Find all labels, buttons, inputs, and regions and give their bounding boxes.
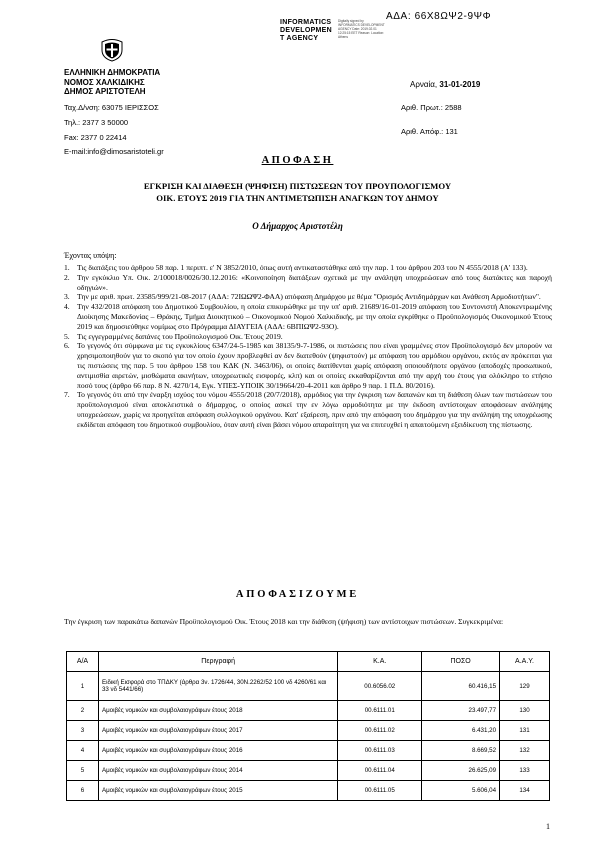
cell-description: Αμοιβές νομικών και συμβολαιογράφων έτους 2015 [98,781,337,801]
contact-block [64,101,164,160]
cell-aay: 131 [500,721,550,741]
item-text: Την 432/2018 απόφαση του Δημοτικού Συμβουλίου, η οποία επικυρώθηκε με την υπ' αριθ. 21689/16-01-2019 απόφαση του Συντονιστή Αποκεντρωμένης Διοίκησης Μακεδονίας – Θράκης, Τμήμα Διοικητικού – Οικονομικού Νομού Χαλκιδικής, με την οποία εγκρίθηκε ο Προϋπολογισμός Οικονομικού Έτους 2019 και δημοσιεύθηκε νομίμως στο Πρόγραμμα ΔΙΑΥΓΕΙΑ (ΑΔΑ: 6ΒΠΙΩΨ2-93Ο). [77,302,552,331]
cell-amount: 6.431,20 [422,721,500,741]
considerations-list [64,263,552,430]
cell-aa: 4 [67,741,99,761]
cell-amount: 5.606,04 [422,781,500,801]
col-header-description: Περιγραφή [98,652,337,672]
contact-phone: Τηλ.: 2377 3 50000 [64,117,129,127]
list-item [64,273,552,293]
col-header-aa: Α/Α [67,652,99,672]
list-item [64,263,552,273]
signature-line: INFORMATICS [280,19,332,26]
ada-code: ΑΔΑ: 66Χ8ΩΨ2-9ΨΦ [386,11,492,22]
org-line-prefecture: ΝΟΜΟΣ ΧΑΛΚΙΔΙΚΗΣ [64,77,145,87]
table-header-row [67,652,550,672]
org-line-municipality: ΔΗΜΟΣ ΑΡΙΣΤΟΤΕΛΗ [64,87,146,96]
cell-aay: 132 [500,741,550,761]
cell-aa: 5 [67,761,99,781]
contact-fax: Fax: 2377 0 22414 [64,132,127,142]
cell-ka: 00.6111.03 [338,741,422,761]
item-number: 3. [64,292,70,302]
item-text: Την με αριθ. πρωτ. 23585/999/21-08-2017 (ΑΔΑ: 72ΙΩΩΨ2-ΦΑΑ) απόφαση Δημάρχου με θέμα "Ορισμός Αντιδημάρχων και Ανάθεση Αρμοδιοτήτων". [77,292,541,302]
table-row [67,721,550,741]
page-number: 1 [546,822,550,831]
item-number: 4. [64,302,70,312]
document-subject [60,180,535,204]
item-number: 5. [64,331,70,341]
date-label: Αρναία, [410,80,438,89]
contact-address: Ταχ.Δ/νση: 63075 ΙΕΡΙΣΣΟΣ [64,103,159,112]
col-header-amount: ΠΟΣΟ [422,652,500,672]
list-item [64,341,552,390]
greek-emblem-icon [101,38,123,62]
item-number: 2. [64,272,70,282]
table-row [67,741,550,761]
subject-line: ΟΙΚ. ΕΤΟΥΣ 2019 ΓΙΑ ΤΗΝ ΑΝΤΙΜΕΤΩΠΙΣΗ ΑΝΑΓΚΩΝ ΤΟΥ ΔΗΜΟΥ [156,193,439,203]
decision-intro: Την έγκριση των παρακάτω δαπανών Προϋπολογισμού Οικ. Έτους 2018 και την διάθεση (ψήφιση) των αντίστοιχων πιστώσεων. Συγκεκριμένα: [64,617,504,626]
cell-description: Ειδική Εισφορά στο ΤΠΔΚΥ (άρθρα 3ν. 1726/44, 30Ν.2262/52 100 νδ 4260/61 και 33 νδ 5441/66) [98,672,337,701]
cell-description: Αμοιβές νομικών και συμβολαιογράφων έτους 2018 [98,701,337,721]
cell-ka: 00.6111.02 [338,721,422,741]
decision-heading: ΑΠΟΦΑΣΙΖΟΥΜΕ [235,589,360,600]
budget-table [66,651,550,801]
cell-amount: 8.669,52 [422,741,500,761]
considerations-heading: Έχοντας υπόψη: [64,251,117,260]
decision-number: Αριθ. Απόφ.: 131 [401,127,458,136]
cell-aa: 3 [67,721,99,741]
table-row [67,761,550,781]
cell-amount: 60.416,15 [422,672,500,701]
item-text: Το γεγονός ότι από την έναρξη ισχύος του νόμου 4555/2018 (20/7/2018), αρμόδιος για την έγκριση των δαπανών και τη διάθεση όλων των πιστώσεων του προϋπολογισμού είναι αποκλειστικά ο δήμαρχος, ο οποίος ασκεί την εν λόγω αρμοδιότητα με την έκδοση αντίστοιχων αποφάσεων ανάληψης υποχρεώσεων, χωρίς να προηγείται απόφαση συλλογικού οργάνου. Κατ' εξαίρεση, πριν από την απόφαση του δημάρχου για την ανάληψη της υποχρέωσης εκδίδεται απόφαση του δημοτικού συμβουλίου, όταν αυτή είναι βάσει νόμου απαραίτητη για να επιτευχθεί η απαιτούμενη εξειδίκευση της πίστωσης. [77,390,552,429]
cell-ka: 00.6111.05 [338,781,422,801]
list-item [64,390,552,429]
cell-ka: 00.6111.01 [338,701,422,721]
signature-line: T AGENCY [280,35,319,42]
cell-aay: 134 [500,781,550,801]
digital-signature-details: Digitally signed by INFORMATICS DEVELOPMENT AGENCY Date: 2019.02.01 12:25:15 EET Reason: Location: Athens [338,19,385,39]
cell-amount: 26.625,09 [422,761,500,781]
cell-aa: 2 [67,701,99,721]
table-row [67,781,550,801]
cell-ka: 00.6056.02 [338,672,422,701]
subject-line: ΕΓΚΡΙΣΗ ΚΑΙ ΔΙΑΘΕΣΗ (ΨΗΦΙΣΗ) ΠΙΣΤΩΣΕΩΝ ΤΟΥ ΠΡΟΥΠΟΛΟΓΙΣΜΟΥ [143,181,452,191]
cell-aay: 133 [500,761,550,781]
col-header-aay: Α.Α.Υ. [500,652,550,672]
cell-aay: 129 [500,672,550,701]
org-line-republic: ΕΛΛΗΝΙΚΗ ΔΗΜΟΚΡΑΤΙΑ [64,68,161,77]
item-text: Την εγκύκλιο Υπ. Οικ. 2/100018/0026/30.12.2016: «Κοινοποίηση διατάξεων σχετικά με την ανάληψη υποχρεώσεων από τους διατάκτες και παροχή οδηγιών». [77,272,552,292]
list-item [64,332,552,342]
table-row [67,701,550,721]
item-text: Τις εγγεγραμμένες δαπάνες του Προϋπολογισμού Οικ. Έτους 2019. [77,331,283,341]
cell-aa: 6 [67,781,99,801]
cell-amount: 23.497,77 [422,701,500,721]
signature-line: DEVELOPMEN [280,27,333,34]
signature-agency-text [280,19,332,43]
item-number: 1. [64,263,70,272]
table-row [67,672,550,701]
document-date [410,80,480,89]
list-item [64,302,552,331]
col-header-ka: Κ.Α. [338,652,422,672]
cell-description: Αμοιβές νομικών και συμβολαιογράφων έτους 2017 [98,721,337,741]
item-text: Το γεγονός ότι σύμφωνα με τις εγκυκλίους 6347/24-5-1985 και 38135/9-7-1986, οι πιστώσεις που είναι γραμμένες στον Προϋπολογισμό δεν μπορούν να χρησιμοποιηθούν για το σκοπό για τον οποίο έχουν προβλεφθεί αν δεν διατεθούν (ψηφιστούν) με απόφαση του αρμόδιου οργάνου, εκτός αν πρόκειται για τις πιστώσεις της παρ. 5 του άρθρου 158 του ΚΔΚ (Ν. 3463/06), οι οποίες διατίθενται χωρίς απόφαση οποιουδήποτε οργάνου (αποδοχές προσωπικού, αντιμισθία αιρετών, μισθώματα ακινήτων, υποχρεωτικές εισφορές, κλπ) και οι οποίες εκκαθαρίζονται από την αρχή του έτους για ολόκληρο το ετήσιο ποσό τους (άρθρο 66 παρ. 8 Ν. 4270/14, Εγκ. ΥΠΕΣ-ΥΠΟΙΚ 30/19664/20-4-2011 και άρθρο 9 παρ. 1 Π.Δ. 80/2016). [77,341,552,390]
issuer-heading: Ο Δήμαρχος Αριστοτέλη [252,221,343,231]
cell-aay: 130 [500,701,550,721]
date-value: 31-01-2019 [439,80,481,89]
cell-description: Αμοιβές νομικών και συμβολαιογράφων έτους 2014 [98,761,337,781]
list-item [64,292,552,302]
item-number: 7. [64,390,70,400]
item-text: Τις διατάξεις του άρθρου 58 παρ. 1 περιπτ. ε' Ν 3852/2010, όπως αυτή αντικαταστάθηκε από την παρ. 1 του άρθρου 203 του Ν 4555/2018 (Α' 133). [77,263,528,272]
protocol-number: Αριθ. Πρωτ.: 2588 [401,103,462,112]
cell-aa: 1 [67,672,99,701]
item-number: 6. [64,341,70,351]
cell-ka: 00.6111.04 [338,761,422,781]
issuing-organization [64,68,160,97]
contact-email: E-mail:info@dimosaristoteli.gr [64,147,164,157]
cell-description: Αμοιβές νομικών και συμβολαιογράφων έτους 2016 [98,741,337,761]
document-title: ΑΠΟΦΑΣΗ [261,155,334,166]
